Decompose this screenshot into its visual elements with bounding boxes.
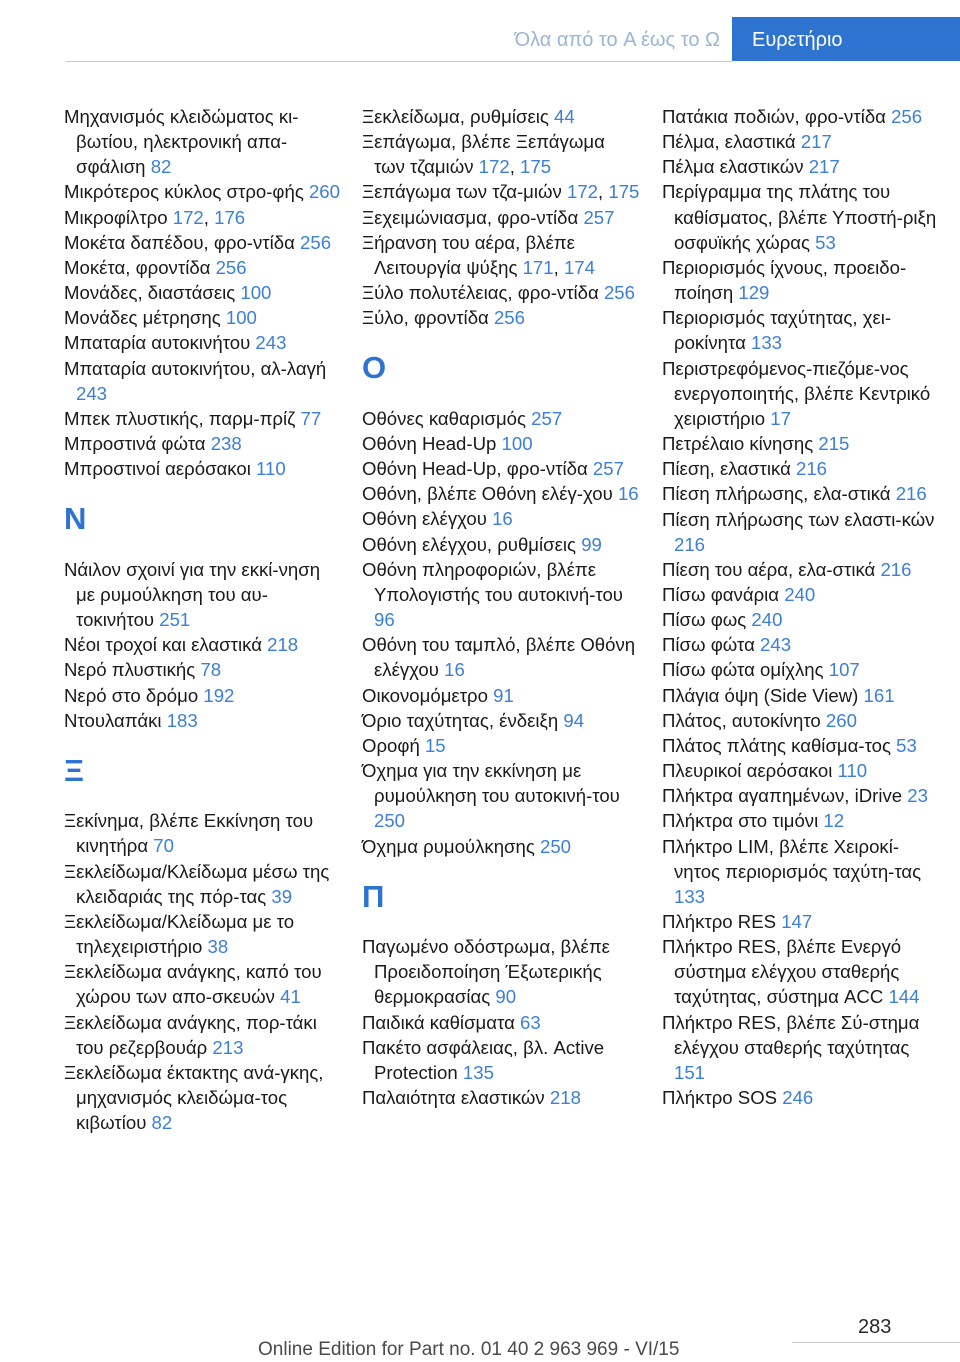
index-entry [362, 683, 640, 708]
index-entry-text: Ξύλο πολυτέλειας, φρο-ντίδα [362, 282, 604, 304]
index-entry [64, 557, 342, 632]
index-entry-text: Πίσω φως [662, 609, 752, 631]
page-reference-link[interactable]: 257 [583, 206, 615, 228]
index-entry [662, 179, 940, 254]
index-entry-text: Όχημα για την εκκίνηση με ρυμούλκηση του αυτοκινή-του [362, 760, 620, 807]
page-reference-link[interactable]: 216 [796, 458, 828, 480]
page-header [0, 17, 960, 61]
index-entry [662, 783, 940, 808]
page-reference-link[interactable]: 256 [215, 256, 247, 278]
page-reference-link[interactable]: 176 [214, 206, 246, 228]
index-entry [662, 632, 940, 657]
page-reference-link[interactable]: 12 [823, 810, 845, 832]
page-reference-link[interactable]: 256 [891, 106, 923, 127]
index-entry [662, 834, 940, 909]
index-entry-text: Οθόνη του ταμπλό, βλέπε Οθόνη ελέγχου [362, 634, 636, 681]
index-entry-text: Παλαιότητα ελαστικών [362, 1087, 550, 1109]
page-reference-link[interactable]: 217 [808, 156, 840, 178]
index-entry-text: Ξεχειμώνιασμα, φρο-ντίδα [362, 206, 584, 228]
index-entry-text: Ξύλο, φροντίδα [362, 307, 494, 329]
index-entry [64, 859, 342, 909]
index-entry-text: Οθόνη Head-Up [362, 433, 502, 454]
page-reference-link[interactable]: 144 [888, 986, 920, 1008]
index-entry [64, 104, 342, 179]
index-entry-text: Μοκέτα δαπέδου, φρο-ντίδα [64, 231, 301, 253]
page-reference-link[interactable]: 110 [837, 760, 868, 782]
index-entry [662, 1010, 940, 1085]
edition-note: Online Edition for Part no. 01 40 2 963 969 - VI/15 [258, 1339, 680, 1360]
index-entry [662, 657, 940, 682]
page-reference-link[interactable]: 90 [495, 986, 517, 1008]
index-entry [64, 657, 342, 682]
index-entry [662, 683, 940, 708]
index-entry [362, 456, 640, 481]
page-reference-link[interactable]: 53 [896, 734, 917, 756]
index-entry-text: Μπροστινά φώτα [64, 433, 211, 455]
index-entry [362, 280, 640, 305]
page-reference-link[interactable]: 129 [738, 282, 770, 304]
index-letter-heading: Π [362, 878, 385, 914]
index-entry-text: Πλήκτρο LIM, βλέπε Χειροκί-νητος περιορισμός ταχύτη-τας [662, 835, 922, 882]
index-entry-text: Πίεση του αέρα, ελα-στικά [662, 558, 881, 580]
page-reference-link[interactable]: 77 [300, 407, 322, 429]
page-reference-link[interactable]: 91 [493, 684, 514, 706]
index-entry-text: Πλήκτρο RES, βλέπε Σύ-στημα ελέγχου σταθερής ταχύτητας [662, 1011, 920, 1058]
index-entry [362, 129, 640, 179]
page-reference-link[interactable]: 78 [200, 659, 222, 681]
index-entry-text: Οθόνη ελέγχου, ρυθμίσεις [362, 533, 582, 555]
index-entry [362, 1085, 640, 1110]
page-reference-link[interactable]: 243 [255, 332, 287, 354]
index-entry-text: Πετρέλαιο κίνησης [662, 433, 819, 455]
page-ref-separator: , [203, 206, 215, 228]
index-entry-text: Παγωμένο οδόστρωμα, βλέπε Προειδοποίηση Έξωτερικής θερμοκρασίας [362, 936, 610, 1008]
page-reference-link[interactable]: 133 [674, 885, 706, 907]
index-entry [64, 255, 342, 280]
index-entry-text: Ξεκλείδωμα/Κλείδωμα μέσω της κλειδαριάς της πόρ-τας [64, 860, 330, 907]
index-entry [662, 808, 940, 833]
index-entry-text: Οικονομόμετρο [362, 684, 494, 706]
page-reference-link[interactable]: 240 [751, 609, 783, 631]
index-entry [662, 456, 940, 481]
index-entry [64, 179, 342, 204]
index-entry [362, 179, 640, 204]
index-entry-text: Πλευρικοί αερόσακοι [662, 760, 838, 782]
index-entry [64, 632, 342, 657]
index-entry [662, 255, 940, 305]
index-entry [64, 808, 342, 858]
index-entry [662, 733, 940, 758]
index-tab[interactable]: Ευρετήριο [732, 17, 960, 61]
index-entry-text: Περιορισμός ίχνους, προειδο-ποίηση [662, 256, 907, 304]
index-entry-text: Ξεπάγωμα, βλέπε Ξεπάγωμα των τζαμιών [362, 131, 605, 178]
index-entry [362, 104, 640, 129]
page-reference-link[interactable]: 216 [880, 558, 912, 580]
index-entry [64, 1060, 342, 1135]
page-reference-link[interactable]: 82 [151, 1112, 173, 1134]
index-column-2 [362, 104, 640, 1110]
page-reference-link[interactable]: 216 [674, 533, 706, 555]
index-entry-text: Μηχανισμός κλειδώματος κι-βωτίου, ηλεκτρονική απα-σφάλιση [64, 106, 299, 178]
index-entry [362, 758, 640, 833]
page-reference-link[interactable]: 100 [501, 433, 533, 454]
index-entry [362, 431, 640, 456]
index-entry [662, 356, 940, 431]
index-entry [662, 129, 940, 154]
index-entry-text: Ντουλαπάκι [64, 709, 167, 731]
index-entry [662, 934, 940, 1009]
index-entry [362, 934, 640, 1009]
index-entry-text: Ξεκλείδωμα έκτακτης ανά-γκης, μηχανισμός κλειδώμα-τος κιβωτίου [64, 1061, 324, 1134]
index-column-3 [662, 104, 940, 1110]
index-column-1 [64, 104, 342, 1135]
index-entry [64, 431, 342, 456]
page-reference-link[interactable]: 215 [818, 433, 850, 455]
page-reference-link[interactable]: 41 [280, 986, 301, 1008]
index-entry [362, 481, 640, 506]
index-entry-text: Όχημα ρυμούλκησης [362, 835, 540, 857]
index-entry [362, 632, 640, 682]
page-reference-link[interactable]: 100 [225, 307, 257, 329]
index-entry-text: Πλήκτρο SOS [662, 1087, 783, 1109]
page-reference-link[interactable]: 175 [608, 181, 640, 203]
index-entry-text: Πλήκτρο RES [662, 911, 782, 932]
index-entry [64, 959, 342, 1009]
section-title: Όλα από το A έως το Ω [514, 29, 720, 51]
index-entry-text: Μπροστινοί αερόσακοι [64, 458, 257, 480]
page-reference-link[interactable]: 172 [172, 206, 204, 228]
page-reference-link[interactable]: 174 [563, 256, 595, 278]
index-entry [64, 683, 342, 708]
index-entry [662, 431, 940, 456]
index-entry-text: Οθόνη Head-Up, φρο-ντίδα [362, 458, 593, 480]
page-reference-link[interactable]: 217 [800, 131, 832, 153]
index-entry [362, 708, 640, 733]
index-entry [362, 532, 640, 557]
index-entry [662, 507, 940, 557]
header-divider [66, 61, 732, 62]
index-entry-text: Μονάδες μέτρησης [64, 307, 226, 329]
page-reference-link[interactable]: 256 [300, 231, 332, 253]
footer-divider [792, 1342, 960, 1343]
index-entry [64, 305, 342, 330]
index-entry-text: Πλάγια όψη (Side View) [662, 684, 864, 706]
index-entry [362, 406, 640, 431]
index-entry [662, 305, 940, 355]
index-letter-heading: Ξ [64, 752, 84, 788]
page-reference-link[interactable]: 238 [210, 433, 242, 455]
index-entry-text: Πλήκτρα στο τιμόνι [662, 810, 824, 832]
index-entry-text: Πατάκια ποδιών, φρο-ντίδα [662, 106, 892, 127]
index-entry-text: Παιδικά καθίσματα [362, 1011, 521, 1033]
index-letter-heading: Ο [362, 350, 387, 386]
index-entry-text: Οθόνη ελέγχου [362, 508, 493, 530]
page-reference-link[interactable]: 251 [159, 609, 191, 631]
index-entry-text: Περιστρεφόμενος-πιεζόμε-νος ενεργοποιητής, βλέπε Κεντρικό χειριστήριο [662, 357, 931, 429]
page-reference-link[interactable]: 151 [674, 1061, 706, 1083]
page-reference-link[interactable]: 16 [617, 483, 639, 505]
page-number: 283 [858, 1316, 892, 1338]
index-entry-text: Πλάτος, αυτοκίνητο [662, 709, 826, 731]
page-reference-link[interactable]: 175 [520, 156, 552, 178]
index-entry-text: Ξεκλείδωμα ανάγκης, καπό του χώρου των απο-σκευών [64, 961, 322, 1008]
index-entry-text: Νερό στο δρόμο [64, 684, 204, 706]
page-reference-link[interactable]: 243 [76, 382, 108, 404]
index-entry-text: Μικροφίλτρο [64, 206, 173, 228]
index-entry-text: Περίγραμμα της πλάτης του καθίσματος, βλέπε Υποστή-ριξη οσφυϊκής χώρας [662, 181, 937, 253]
page-reference-link[interactable]: 133 [750, 332, 783, 354]
index-entry-text: Ξήρανση του αέρα, βλέπε Λειτουργία ψύξης [362, 231, 575, 278]
index-entry-text: Οθόνες καθαρισμός [362, 407, 532, 429]
page-reference-link[interactable]: 240 [784, 583, 816, 605]
index-entry [362, 1010, 640, 1035]
page-ref-separator: , [509, 156, 521, 178]
page-reference-link[interactable]: 171 [522, 256, 554, 278]
page-reference-link[interactable]: 17 [770, 407, 791, 429]
index-entry [662, 582, 940, 607]
page-reference-link[interactable]: 260 [825, 709, 857, 731]
page-reference-link[interactable]: 82 [150, 156, 172, 178]
page-reference-link[interactable]: 16 [492, 508, 513, 530]
page-reference-link[interactable]: 38 [207, 936, 229, 958]
page-reference-link[interactable]: 250 [374, 810, 406, 832]
page-reference-link[interactable]: 260 [308, 181, 340, 203]
page-reference-link[interactable]: 110 [256, 458, 286, 480]
page-reference-link[interactable]: 96 [374, 609, 395, 631]
index-entry-text: Ξεκλείδωμα, ρυθμίσεις [362, 106, 555, 127]
page-reference-link[interactable]: 100 [240, 282, 272, 304]
index-entry-text: Μικρότερος κύκλος στρο-φής [64, 181, 309, 203]
index-entry [662, 758, 940, 783]
page-reference-link[interactable]: 250 [539, 835, 572, 857]
page-reference-link[interactable]: 216 [895, 483, 927, 505]
index-entry [64, 456, 342, 481]
index-entry [362, 230, 640, 280]
page-reference-link[interactable]: 161 [863, 684, 895, 706]
page-reference-link[interactable]: 256 [493, 307, 525, 329]
index-entry-text: Πίσω φώτα [662, 634, 761, 656]
index-entry-text: Οροφή [362, 734, 425, 756]
index-entry-text: Πλήκτρα αγαπημένων, iDrive [662, 785, 908, 807]
index-entry-text: Πέλμα, ελαστικά [662, 131, 801, 153]
page-ref-separator: , [553, 256, 564, 278]
page-reference-link[interactable]: 257 [592, 458, 624, 480]
index-entry-text: Πίεση πλήρωσης των ελαστι-κών [662, 508, 935, 530]
page-reference-link[interactable]: 192 [203, 684, 235, 706]
index-entry [662, 1085, 940, 1110]
index-entry-text: Μονάδες, διαστάσεις [64, 282, 241, 304]
index-entry-text: Ξεκλείδωμα/Κλείδωμα με το τηλεχειριστήριο [64, 910, 295, 958]
index-entry-text: Πίσω φανάρια [662, 583, 785, 605]
page-reference-link[interactable]: 135 [462, 1061, 494, 1083]
index-entry-text: Πλήκτρο RES, βλέπε Ενεργό σύστημα ελέγχου σταθερής ταχύτητας, σύστημα ACC [662, 936, 902, 1008]
index-entry [64, 708, 342, 733]
index-entry [362, 205, 640, 230]
index-entry-text: Νερό πλυστικής [64, 659, 201, 681]
page-reference-link[interactable]: 16 [444, 659, 465, 681]
index-entry-text: Περιορισμός ταχύτητας, χει-ροκίνητα [662, 307, 892, 354]
page-reference-link[interactable]: 107 [828, 659, 860, 681]
index-entry-text: Ξεπάγωμα των τζα-μιών [362, 181, 567, 203]
index-entry [662, 104, 940, 129]
index-entry [64, 205, 342, 230]
index-entry-text: Ξεκίνημα, βλέπε Εκκίνηση του κινητήρα [64, 810, 314, 857]
page-reference-link[interactable]: 218 [549, 1087, 581, 1109]
index-entry-text: Οθόνη, βλέπε Οθόνη ελέγ-χου [362, 483, 618, 505]
index-entry-text: Πίσω φώτα ομίχλης [662, 659, 829, 681]
page-reference-link[interactable]: 218 [267, 634, 299, 656]
index-entry-text: Πίεση, ελαστικά [662, 458, 796, 480]
page-reference-link[interactable]: 15 [424, 734, 446, 756]
index-entry-text: Πέλμα ελαστικών [662, 156, 809, 178]
index-entry [662, 708, 940, 733]
index-entry [362, 733, 640, 758]
index-entry [64, 280, 342, 305]
index-entry-text: Πλάτος πλάτης καθίσμα-τος [662, 734, 897, 756]
index-entry [64, 909, 342, 959]
index-entry-text: Πακέτο ασφάλειας, βλ. Active Protection [362, 1036, 605, 1083]
page-reference-link[interactable]: 213 [212, 1036, 244, 1058]
index-entry-text: Μπαταρία αυτοκινήτου, αλ-λαγή [64, 357, 327, 379]
index-entry-text: Πίεση πλήρωσης, ελα-στικά [662, 483, 896, 505]
index-entry-text: Ξεκλείδωμα ανάγκης, πορ-τάκι του ρεζερβουάρ [64, 1011, 317, 1058]
index-entry [662, 154, 940, 179]
page-reference-link[interactable]: 44 [554, 106, 575, 127]
page-reference-link[interactable]: 53 [815, 231, 836, 253]
index-entry-text: Οθόνη πληροφοριών, βλέπε Υπολογιστής του αυτοκινή-του [362, 558, 623, 605]
index-entry [662, 557, 940, 582]
index-entry [362, 1035, 640, 1085]
page-reference-link[interactable]: 256 [603, 282, 635, 304]
index-entry-text: Όριο ταχύτητας, ένδειξη [362, 709, 564, 731]
page-reference-link[interactable]: 99 [581, 533, 602, 555]
index-entry [662, 607, 940, 632]
page-reference-link[interactable]: 243 [760, 634, 792, 656]
index-entry [64, 356, 342, 406]
index-entry-text: Μπαταρία αυτοκινήτου [64, 332, 256, 354]
index-entry [362, 305, 640, 330]
index-entry [64, 330, 342, 355]
index-entry [64, 1010, 342, 1060]
index-entry [662, 909, 940, 934]
index-entry [362, 557, 640, 632]
page-reference-link[interactable]: 70 [153, 835, 174, 857]
index-letter-heading: Ν [64, 501, 87, 537]
page-reference-link[interactable]: 94 [563, 709, 585, 731]
index-entry [362, 506, 640, 531]
page-reference-link[interactable]: 63 [520, 1011, 541, 1033]
index-entry [64, 406, 342, 431]
index-entry [64, 230, 342, 255]
page-reference-link[interactable]: 172 [478, 156, 510, 178]
index-entry-text: Νέοι τροχοί και ελαστικά [64, 634, 268, 656]
page-ref-separator: , [598, 181, 609, 203]
page-reference-link[interactable]: 39 [271, 885, 293, 907]
page-reference-link[interactable]: 257 [531, 407, 563, 429]
page-reference-link[interactable]: 183 [166, 709, 198, 731]
page-reference-link[interactable]: 147 [781, 911, 813, 932]
page-reference-link[interactable]: 172 [567, 181, 599, 203]
index-entry-text: Μοκέτα, φροντίδα [64, 256, 216, 278]
page-reference-link[interactable]: 246 [782, 1087, 814, 1109]
index-entry [362, 834, 640, 859]
index-entry-text: Μπεκ πλυστικής, παρμ-πρίζ [64, 407, 301, 429]
index-entry-text: Νάιλον σχοινί για την εκκί-νηση με ρυμούλκηση του αυ-τοκινήτου [64, 558, 321, 631]
index-entry [662, 481, 940, 506]
page-reference-link[interactable]: 23 [907, 785, 928, 807]
